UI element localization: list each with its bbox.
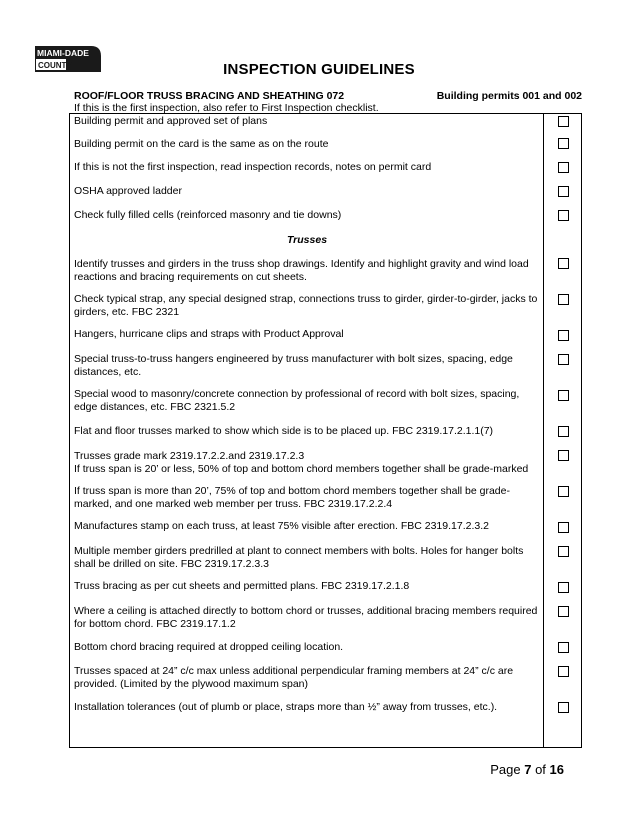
checkbox[interactable] xyxy=(558,354,569,365)
checklist-item: Trusses spaced at 24” c/c max unless additional perpendicular framing members at 24” c/c are provided. (Limited by the plywood maximum span) xyxy=(74,665,514,690)
checkbox[interactable] xyxy=(558,522,569,533)
checkbox[interactable] xyxy=(558,486,569,497)
checkbox[interactable] xyxy=(558,138,569,149)
logo-line1: MIAMI-DADE xyxy=(37,48,89,58)
checklist-item: Special truss-to-truss hangers engineered by truss manufacturer with bolt sizes, spacing, edge distances, etc. xyxy=(74,353,513,378)
checkbox[interactable] xyxy=(558,426,569,437)
page-current: 7 xyxy=(524,762,532,777)
checkbox[interactable] xyxy=(558,582,569,593)
checkbox[interactable] xyxy=(558,606,569,617)
checkbox-column-divider xyxy=(543,113,544,748)
page-label: Page xyxy=(490,762,521,777)
checklist-item: Check typical strap, any special designed strap, connections truss to girder, girder-to-girder, jacks to girders, etc. FBC 2321 xyxy=(74,293,538,318)
page-total: 16 xyxy=(549,762,564,777)
checklist-item: Check fully filled cells (reinforced masonry and tie downs) xyxy=(74,209,342,221)
checkbox[interactable] xyxy=(558,666,569,677)
checklist-item: OSHA approved ladder xyxy=(74,185,182,197)
checkbox[interactable] xyxy=(558,642,569,653)
checkbox[interactable] xyxy=(558,258,569,269)
checkbox[interactable] xyxy=(558,546,569,557)
logo-line2: COUNTY xyxy=(38,61,72,70)
checkbox[interactable] xyxy=(558,210,569,221)
checkbox[interactable] xyxy=(558,186,569,197)
checklist-item: Installation tolerances (out of plumb or place, straps more than ½” away from trusses, etc.). xyxy=(74,701,498,713)
permit-codes: Building permits 001 and 002 xyxy=(436,90,582,102)
first-inspection-note: If this is the first inspection, also refer to First Inspection checklist. xyxy=(74,102,379,114)
checklist-item: Building permit and approved set of plans xyxy=(74,115,268,127)
page-number xyxy=(490,762,564,777)
checklist-item: Bottom chord bracing required at dropped ceiling location. xyxy=(74,641,344,653)
page-title: INSPECTION GUIDELINES xyxy=(223,61,415,78)
checklist-item: If this is not the first inspection, read inspection records, notes on permit card xyxy=(74,161,432,173)
checklist-item: Truss bracing as per cut sheets and permitted plans. FBC 2319.17.2.1.8 xyxy=(74,580,410,592)
checkbox[interactable] xyxy=(558,390,569,401)
of-label: of xyxy=(535,762,546,777)
checklist-item: Multiple member girders predrilled at plant to connect members with bolts. Holes for hanger bolts shall be drilled on site. FBC 2319.17.2.3.3 xyxy=(74,545,524,570)
checklist-item: Manufactures stamp on each truss, at least 75% visible after erection. FBC 2319.17.2.3.2 xyxy=(74,520,489,532)
checklist-item: Trusses grade mark 2319.17.2.2.and 2319.17.2.3 If truss span is 20’ or less, 50% of top and bottom chord members together shall be grade-marked xyxy=(74,450,529,475)
checklist-item: Hangers, hurricane clips and straps with Product Approval xyxy=(74,328,344,340)
checklist-item: Building permit on the card is the same as on the route xyxy=(74,138,329,150)
checkbox[interactable] xyxy=(558,702,569,713)
checkbox[interactable] xyxy=(558,162,569,173)
checklist-item: Identify trusses and girders in the truss shop drawings. Identify and highlight gravity and wind load reactions and bracing requirements on cut sheets. xyxy=(74,258,529,283)
checklist-item: Flat and floor trusses marked to show which side is to be placed up. FBC 2319.17.2.1.1(7) xyxy=(74,425,494,437)
section-title: ROOF/FLOOR TRUSS BRACING AND SHEATHING 072 xyxy=(74,90,345,102)
checkbox[interactable] xyxy=(558,330,569,341)
checkbox[interactable] xyxy=(558,450,569,461)
checklist-item: If truss span is more than 20’, 75% of top and bottom chord members together shall be grade-marked, and one marked web member per truss. FBC 2319.17.2.2.4 xyxy=(74,485,510,510)
checkbox[interactable] xyxy=(558,116,569,127)
section-heading: Trusses xyxy=(286,234,328,246)
checkbox[interactable] xyxy=(558,294,569,305)
checklist-item: Special wood to masonry/concrete connection by professional of record with bolt sizes, spacing, edge distances, etc. FBC 2321.5.2 xyxy=(74,388,520,413)
checklist-item: Where a ceiling is attached directly to bottom chord or trusses, additional bracing members required for bottom chord. FBC 2319.17.1.2 xyxy=(74,605,538,630)
